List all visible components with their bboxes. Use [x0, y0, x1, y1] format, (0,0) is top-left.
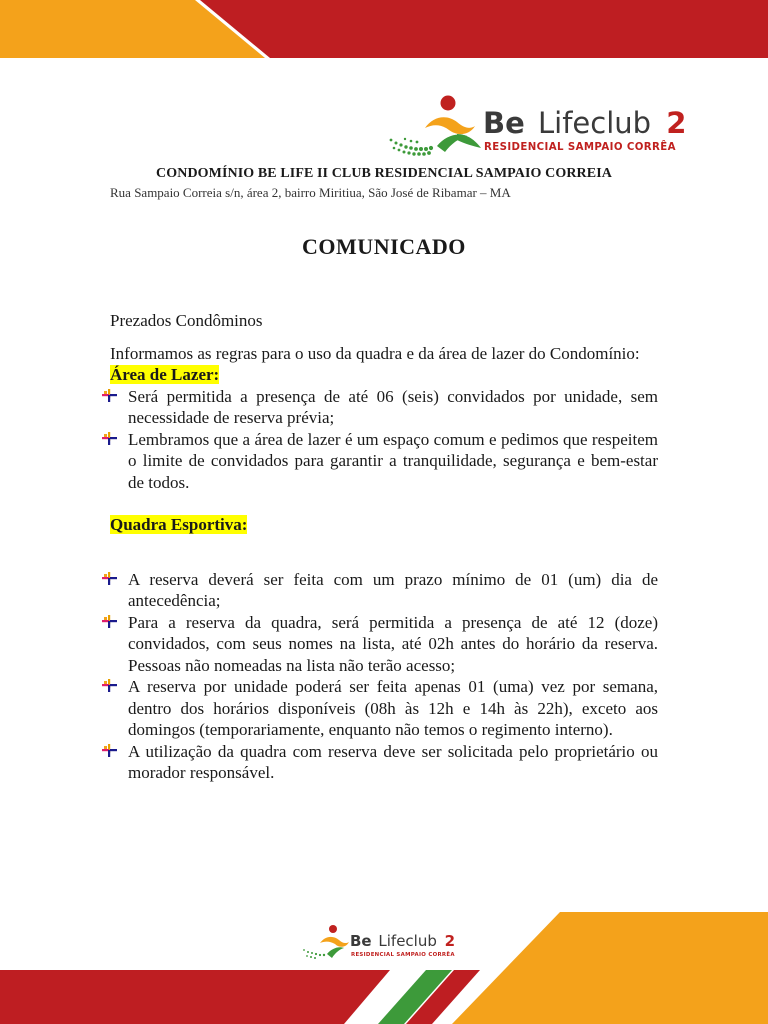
- condominium-address: Rua Sampaio Correia s/n, área 2, bairro Miritiua, São José de Ribamar – MA: [110, 185, 511, 200]
- arrow-bullet-icon: [102, 389, 118, 403]
- greeting: Prezados Condôminos: [110, 311, 263, 330]
- list-item: A utilização da quadra com reserva deve ser solicitada pelo proprietário ou morador responsável.: [110, 741, 658, 784]
- arrow-bullet-icon: [102, 615, 118, 629]
- logo-mark-icon: [390, 96, 481, 156]
- section-heading-quadra: Quadra Esportiva:: [110, 515, 248, 534]
- list-item: A reserva por unidade poderá ser feita apenas 01 (uma) vez por semana, dentro dos horários disponíveis (08h às 12h e 14h às 22h), exceto aos domingos (temporariamente, enquanto não temos o regimento interno).: [110, 676, 658, 741]
- arrow-bullet-icon: [102, 432, 118, 446]
- list-item: A reserva deverá ser feita com um prazo mínimo de 01 (um) dia de antecedência;: [110, 569, 658, 612]
- logo-subtitle: RESIDENCIAL SAMPAIO CORRÊA: [351, 952, 455, 958]
- intro-paragraph: Informamos as regras para o uso da quadra e da área de lazer do Condomínio:: [110, 343, 640, 363]
- bottom-orange-band: [452, 912, 768, 1024]
- rules-list-lazer: [110, 386, 658, 494]
- logo-subtitle: RESIDENCIAL SAMPAIO CORRÊA: [484, 142, 676, 153]
- arrow-bullet-icon: [102, 744, 118, 758]
- bottom-red-band: [0, 970, 390, 1024]
- document-body: [110, 310, 658, 784]
- arrow-bullet-icon: [102, 572, 118, 586]
- top-red-band: [200, 0, 768, 58]
- section-heading-lazer: Área de Lazer:: [110, 365, 220, 384]
- condominium-name: CONDOMÍNIO BE LIFE II CLUB RESIDENCIAL SAMPAIO CORREIA: [156, 166, 612, 181]
- list-item: Será permitida a presença de até 06 (seis) convidados por unidade, sem necessidade de reserva prévia;: [110, 386, 658, 429]
- list-item: Para a reserva da quadra, será permitida a presença de até 12 (doze) convidados, com seus nomes na lista, até 02h antes do horário da reserva. Pessoas não nomeadas na lista não terão acesso;: [110, 612, 658, 677]
- list-item: Lembramos que a área de lazer é um espaço comum e pedimos que respeitem o limite de convidados para garantir a tranquilidade, segurança e bem-estar de todos.: [110, 429, 658, 494]
- rules-list-quadra: [110, 569, 658, 784]
- arrow-bullet-icon: [102, 679, 118, 693]
- logo-mark-icon: [303, 925, 349, 959]
- document-title: COMUNICADO: [302, 234, 466, 259]
- logo-wordmark: Be Lifeclub 2: [350, 932, 456, 950]
- logo-wordmark: Be Lifeclub 2: [483, 106, 687, 140]
- brand-logo-footer: [300, 922, 456, 962]
- brand-logo: [385, 92, 687, 160]
